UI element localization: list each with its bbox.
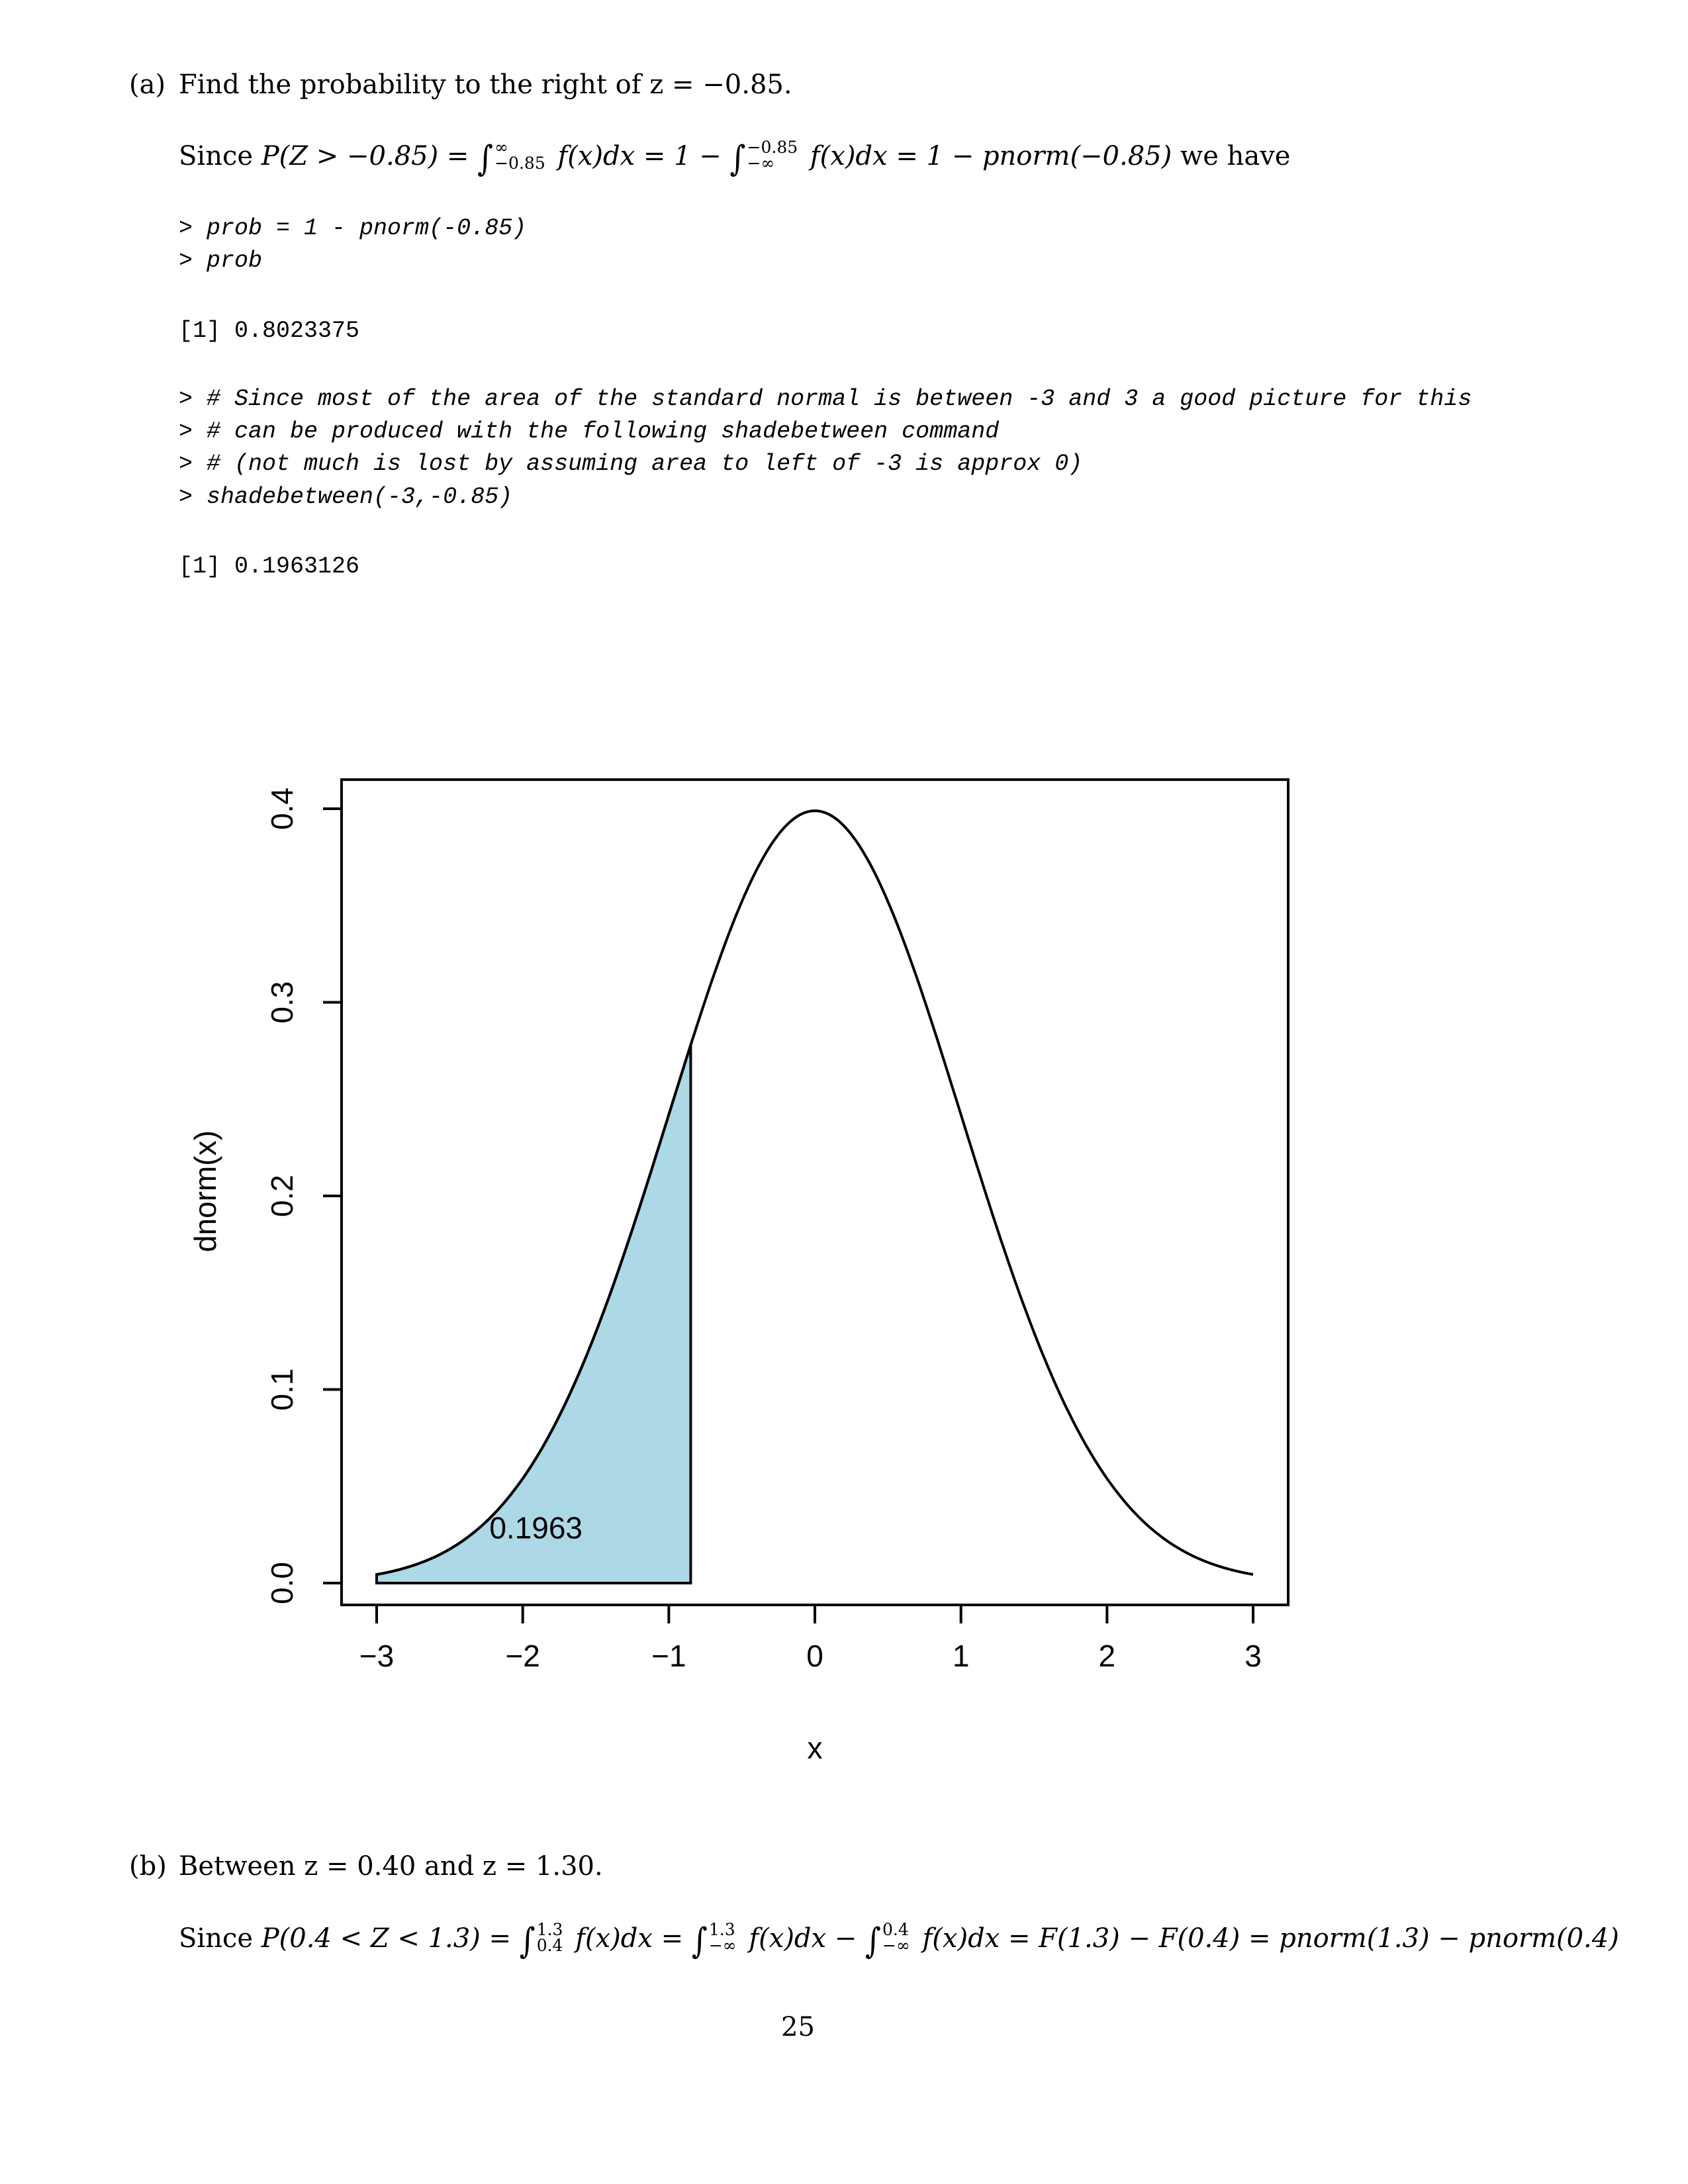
plot-frame <box>342 780 1288 1605</box>
since-expr3: f(x)dx = 1 − pnorm(−0.85) <box>810 141 1172 171</box>
integral-sign: ∫ <box>691 1919 708 1962</box>
int-upper: −0.85 <box>747 138 798 158</box>
shaded-area <box>377 1045 690 1583</box>
integral-limits <box>537 1922 563 1954</box>
integral-limits <box>747 140 798 171</box>
int-lower: 0.4 <box>536 1936 563 1955</box>
part-a-question: Find the probability to the right of z = −0.85. <box>179 69 792 100</box>
x-tick-label: 1 <box>952 1639 970 1673</box>
int-upper: 1.3 <box>708 1920 735 1940</box>
integral-sign: ∫ <box>729 137 746 179</box>
code-line: > # Since most of the area of the standard normal is between -3 and 3 a good picture for this <box>179 386 1472 412</box>
x-tick-label: −1 <box>651 1639 686 1673</box>
x-tick-label: 3 <box>1244 1639 1262 1673</box>
code-line: > prob = 1 - pnorm(-0.85) <box>179 215 527 242</box>
since-tail: we have <box>1180 141 1291 171</box>
density-curve <box>377 811 1253 1574</box>
since-expr3: f(x)dx − <box>749 1923 857 1954</box>
integral-sign: ∫ <box>519 1919 536 1962</box>
y-tick-label: 0.3 <box>265 981 299 1024</box>
since-expr2: f(x)dx = <box>575 1923 684 1954</box>
int-upper: 1.3 <box>536 1920 563 1940</box>
integral-limits <box>494 140 545 171</box>
page-number: 25 <box>781 2012 815 2042</box>
part-b-label: (b) <box>129 1851 167 1882</box>
integral-limits <box>882 1922 910 1954</box>
y-tick-label: 0.2 <box>265 1175 299 1217</box>
code-line: > # (not much is lost by assuming area to left of -3 is approx 0) <box>179 451 1083 477</box>
part-a-label: (a) <box>129 69 166 100</box>
x-tick-label: 2 <box>1098 1639 1116 1673</box>
int-lower: −0.85 <box>494 154 545 173</box>
x-axis-label: x <box>807 1731 823 1765</box>
y-tick-label: 0.1 <box>265 1368 299 1411</box>
area-annotation: 0.1963 <box>489 1510 583 1545</box>
part-b-question: Between z = 0.40 and z = 1.30. <box>179 1851 603 1882</box>
y-tick-label: 0.0 <box>265 1562 299 1604</box>
int-lower: −∞ <box>708 1936 737 1955</box>
code-line: > prob <box>179 248 263 274</box>
since-expr1: P(Z > −0.85) = <box>261 141 469 171</box>
y-axis-label: dnorm(x) <box>188 1130 222 1253</box>
since-lead: Since <box>179 141 254 171</box>
code-output: [1] 0.1963126 <box>179 553 360 580</box>
part-a-since-line <box>179 137 1291 179</box>
since-expr4: f(x)dx = F(1.3) − F(0.4) = pnorm(1.3) − pnorm(0.4) <box>922 1923 1619 1954</box>
int-lower: −∞ <box>882 1936 910 1955</box>
normal-density-plot <box>165 728 1331 1787</box>
y-axis <box>265 788 342 1604</box>
since-expr1: P(0.4 < Z < 1.3) = <box>261 1923 512 1954</box>
y-tick-label: 0.4 <box>265 788 299 830</box>
code-output: [1] 0.8023375 <box>179 318 360 344</box>
int-upper: 0.4 <box>882 1920 909 1940</box>
int-lower: −∞ <box>747 154 775 173</box>
code-line: > shadebetween(-3,-0.85) <box>179 484 513 510</box>
int-upper: ∞ <box>494 138 508 158</box>
since-lead: Since <box>179 1923 254 1954</box>
x-axis <box>359 1605 1262 1673</box>
x-tick-label: 0 <box>806 1639 823 1673</box>
integral-sign: ∫ <box>477 137 494 179</box>
part-b-since-line <box>179 1919 1619 1962</box>
integral-limits <box>709 1922 737 1954</box>
code-line: > # can be produced with the following shadebetween command <box>179 418 1000 445</box>
x-tick-label: −3 <box>359 1639 395 1673</box>
x-tick-label: −2 <box>505 1639 540 1673</box>
since-expr2: f(x)dx = 1 − <box>557 141 722 171</box>
integral-sign: ∫ <box>865 1919 881 1962</box>
